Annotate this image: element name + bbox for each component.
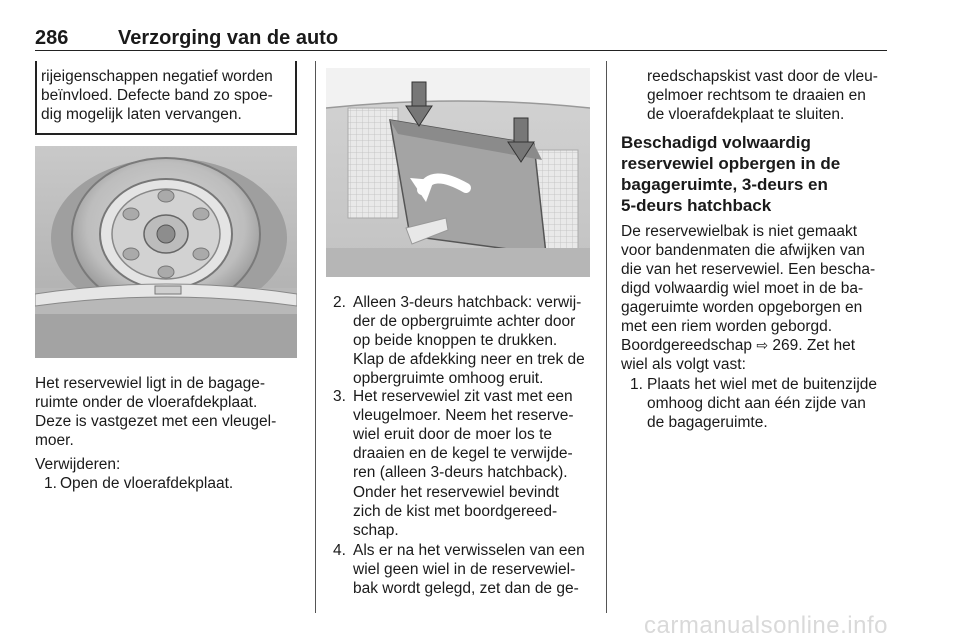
text-line: op beide knoppen te drukken.	[353, 332, 558, 349]
page-header	[35, 27, 887, 51]
text-line: zich de kist met boordgereed-	[353, 503, 558, 520]
list-number: 1.	[630, 376, 643, 393]
list-text: Open de vloerafdekplaat.	[60, 475, 234, 492]
text-line	[621, 336, 893, 355]
heading-line: Beschadigd volwaardig	[621, 133, 811, 152]
paragraph	[353, 483, 595, 540]
text-line: de vloerafdekplaat te sluiten.	[647, 106, 845, 123]
text-line: ruimte onder de vloerafdekplaat.	[35, 394, 258, 411]
warning-box	[35, 61, 297, 135]
text-line: De reservewielbak is niet gemaakt	[621, 223, 858, 240]
text-line: omhoog dicht aan één zijde van	[647, 395, 866, 412]
text-line: wiel geen wiel in de reservewiel-	[353, 561, 576, 578]
list-text	[353, 387, 574, 482]
text-line: ren (alleen 3-deurs hatchback).	[353, 464, 568, 481]
text-line: Alleen 3-deurs hatchback: verwij-	[353, 294, 582, 311]
text-line: vleugelmoer. Neem het reserve-	[353, 407, 574, 424]
text-line: Het reservewiel ligt in de bagage-	[35, 375, 266, 392]
text-line: wiel als volgt vast:	[621, 356, 746, 373]
text-line: Plaats het wiel met de buitenzijde	[647, 376, 878, 393]
list-text	[353, 541, 585, 598]
section-heading	[621, 132, 891, 216]
list-number: 4.	[333, 542, 346, 559]
list-text	[647, 375, 877, 432]
text-line: die van het reservewiel. Een bescha-	[621, 261, 876, 278]
warning-line: dig mogelijk laten vervangen.	[41, 106, 242, 123]
text-line: met een riem worden geborgd.	[621, 318, 833, 335]
reference-text: 269. Zet het	[772, 337, 856, 354]
text-line: Deze is vastgezet met een vleugel-	[35, 413, 277, 430]
text-line: Onder het reservewiel bevindt	[353, 484, 559, 501]
text-line: reedschapskist vast door de vleu-	[647, 68, 878, 85]
list-text	[353, 293, 585, 388]
text-line: der de opbergruimte achter door	[353, 313, 576, 330]
page-number: 286	[35, 27, 69, 49]
text-line: voor bandenmaten die afwijken van	[621, 242, 865, 259]
paragraph	[621, 222, 893, 374]
text-line: gageruimte worden opgeborgen en	[621, 299, 863, 316]
page-title: Verzorging van de auto	[118, 27, 339, 49]
reference-text: Boordgereedschap	[621, 337, 752, 354]
header-rule	[35, 50, 887, 51]
heading-line: reservewiel opbergen in de	[621, 154, 841, 173]
column-divider-right	[606, 61, 607, 613]
spare-wheel-illustration	[35, 146, 297, 358]
paragraph: Verwijderen:	[35, 456, 121, 473]
storage-compartment-illustration	[326, 68, 590, 277]
list-number: 3.	[333, 388, 346, 405]
page-reference-arrow-icon: ⇨	[756, 337, 769, 353]
paragraph	[647, 67, 892, 124]
text-line: Klap de afdekking neer en trek de	[353, 351, 585, 368]
warning-line: beïnvloed. Defecte band zo spoe-	[41, 87, 273, 104]
paragraph	[35, 374, 297, 450]
text-line: draaien en de kegel te verwijde-	[353, 445, 573, 462]
heading-line: 5-deurs hatchback	[621, 196, 772, 215]
text-line: wiel eruit door de moer los te	[353, 426, 553, 443]
text-line: bak wordt gelegd, zet dan de ge-	[353, 580, 579, 597]
list-number: 1.	[44, 475, 57, 492]
column-divider-left	[315, 61, 316, 613]
text-line: digd volwaardig wiel moet in de ba-	[621, 280, 864, 297]
text-line: moer.	[35, 432, 74, 449]
text-line: gelmoer rechtsom te draaien en	[647, 87, 866, 104]
text-line: Het reservewiel zit vast met een	[353, 388, 573, 405]
text-line: Als er na het verwisselen van een	[353, 542, 585, 559]
text-line: de bagageruimte.	[647, 414, 768, 431]
list-number: 2.	[333, 294, 346, 311]
text-line: schap.	[353, 522, 399, 539]
warning-line: rijeigenschappen negatief worden	[41, 68, 273, 85]
heading-line: bagageruimte, 3-deurs en	[621, 175, 828, 194]
watermark: carmanualsonline.info	[644, 612, 888, 639]
text-line: opbergruimte omhoog eruit.	[353, 370, 544, 387]
